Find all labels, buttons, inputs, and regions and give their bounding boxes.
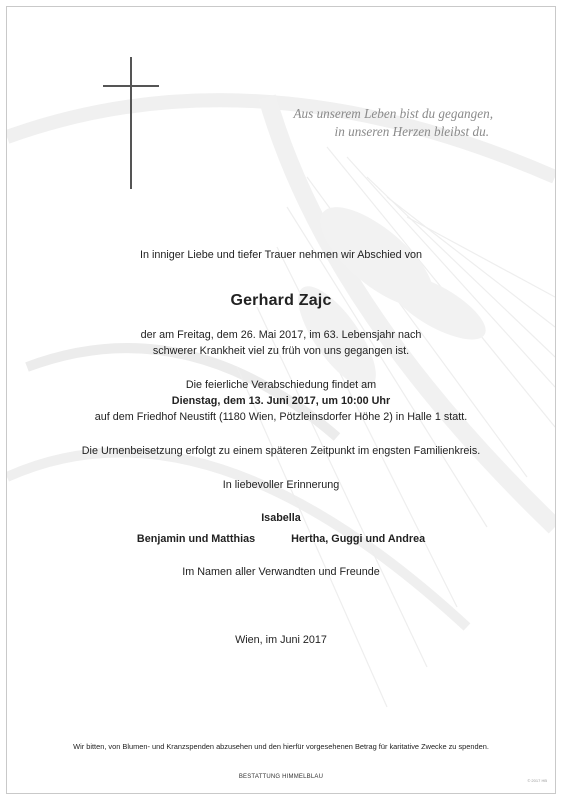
- motto-quote: [294, 105, 494, 141]
- obituary-text: [7, 247, 555, 648]
- relatives-text: Im Namen aller Verwandten und Freunde: [182, 566, 380, 578]
- deceased-name: Gerhard Zajc: [230, 292, 332, 309]
- farewell-date: Dienstag, dem 13. Juni 2017, um 10:00 Uhr: [171, 395, 391, 407]
- place-date: Wien, im Juni 2017: [235, 634, 327, 646]
- farewell-line-1: Die feierliche Verabschiedung findet am: [185, 379, 377, 391]
- family-member-first: Isabella: [261, 512, 301, 524]
- memory-text: In liebevoller Erinnerung: [222, 479, 340, 491]
- farewell-info: [7, 377, 555, 425]
- cross-icon: [103, 57, 159, 189]
- motto-line-1: Aus unserem Leben bist du gegangen,: [293, 106, 493, 121]
- motto-line-2: in unseren Herzen bleibst du.: [334, 124, 489, 139]
- death-notice: [7, 327, 555, 359]
- undertaker-footer: BESTATTUNG HIMMELBLAU: [238, 774, 324, 780]
- intro-text: In inniger Liebe und tiefer Trauer nehmen wir Abschied von: [139, 249, 423, 261]
- family-row: [7, 531, 555, 547]
- urn-burial-text: Die Urnenbeisetzung erfolgt zu einem späteren Zeitpunkt im engsten Familienkreis.: [81, 445, 481, 457]
- donation-note: Wir bitten, von Blumen- und Kranzspenden abzusehen und den hierfür vorgesehenen Betrag für karitative Zwecke zu spenden.: [73, 742, 489, 751]
- death-line-1: der am Freitag, dem 26. Mai 2017, im 63. Lebensjahr nach: [140, 329, 422, 341]
- family-right: Hertha, Guggi und Andrea: [291, 533, 426, 545]
- obituary-page: [6, 6, 556, 794]
- death-line-2: schwerer Krankheit viel zu früh von uns gegangen ist.: [152, 345, 410, 357]
- corner-mark: © 2017 HB: [527, 778, 547, 783]
- family-left: Benjamin und Matthias: [136, 533, 256, 545]
- farewell-location: auf dem Friedhof Neustift (1180 Wien, Pötzleinsdorfer Höhe 2) in Halle 1 statt.: [94, 411, 468, 423]
